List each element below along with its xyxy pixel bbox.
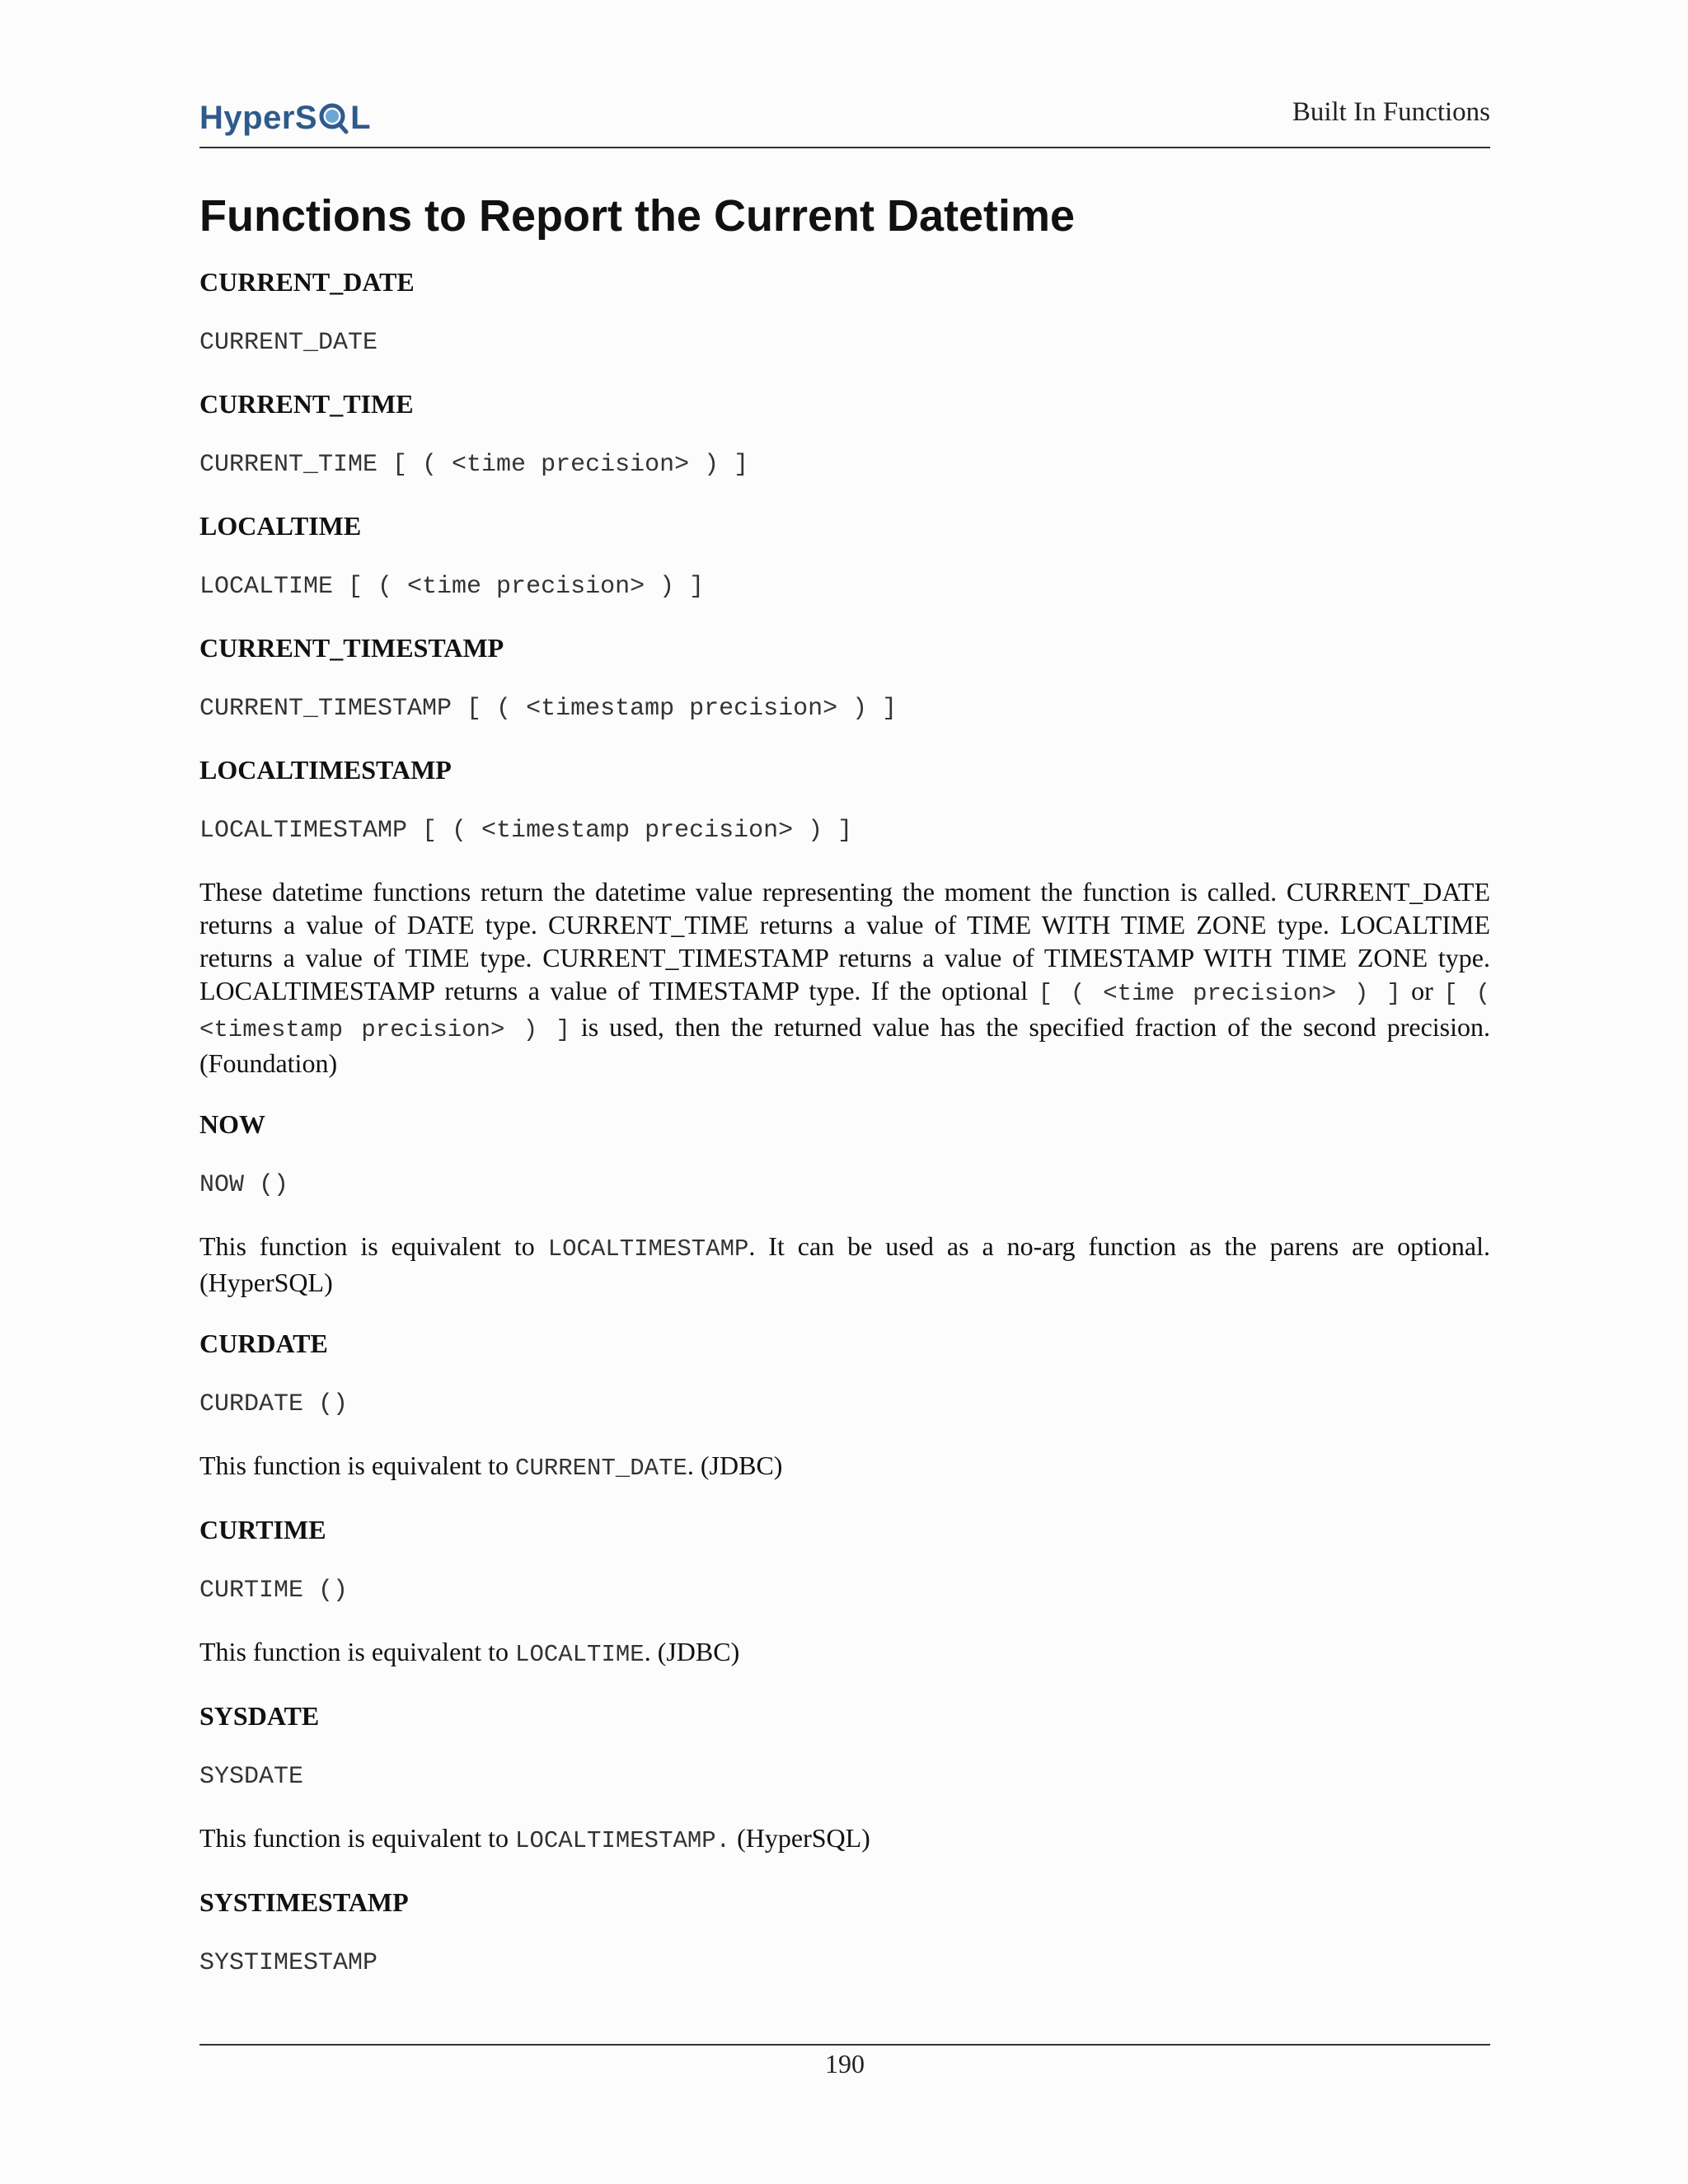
now-desc-post: . It can be used as a no-arg function as the parens are optional. (HyperSQL)	[199, 1231, 1491, 1297]
syntax-now: NOW ()	[199, 1171, 289, 1199]
footer-divider	[199, 2044, 1490, 2046]
syntax-localtime: LOCALTIME [ ( <time precision> ) ]	[199, 573, 705, 601]
term-current-timestamp: CURRENT_TIMESTAMP	[199, 633, 504, 663]
curdate-desc-pre: This function is equivalent to	[199, 1451, 516, 1480]
desc-text-2: or	[1400, 976, 1444, 1005]
term-current-time: CURRENT_TIME	[199, 389, 414, 419]
curdate-desc-code: CURRENT_DATE	[515, 1455, 687, 1482]
term-curtime: CURTIME	[199, 1515, 326, 1544]
now-description	[199, 1230, 1490, 1299]
syntax-current-date: CURRENT_DATE	[199, 329, 378, 357]
desc-code-time-precision: [ ( <time precision> ) ]	[1038, 980, 1401, 1007]
page-number: 190	[825, 2049, 865, 2079]
logo-text-part2: L	[350, 99, 371, 136]
syntax-sysdate: SYSDATE	[199, 1763, 304, 1791]
curtime-desc-pre: This function is equivalent to	[199, 1637, 516, 1666]
hypersql-logo	[199, 97, 371, 138]
sysdate-desc-pre: This function is equivalent to	[199, 1823, 516, 1853]
syntax-curdate: CURDATE ()	[199, 1390, 349, 1418]
curdate-description	[199, 1449, 1490, 1485]
curtime-description	[199, 1635, 1490, 1671]
term-now: NOW	[199, 1109, 265, 1139]
document-page	[199, 0, 1490, 2184]
logo-text-part1: HyperS	[199, 99, 318, 136]
term-systimestamp: SYSTIMESTAMP	[199, 1887, 409, 1917]
desc-text-1: These datetime functions return the datetime value representing the moment the function is called. CURRENT_DATE returns a value of DATE type. CURRENT_TIME returns a value of TIME WITH TIME ZONE type. LOCALTIME returns a value of TIME type. CURRENT_TIMESTAMP returns a value of TIMESTAMP WITH TIME ZONE type. LOCALTIMESTAMP returns a value of TIMESTAMP type. If the optional	[199, 877, 1490, 1005]
curtime-desc-post: . (JDBC)	[644, 1637, 740, 1666]
page-header	[199, 92, 1490, 148]
syntax-localtimestamp: LOCALTIMESTAMP [ ( <timestamp precision> ) ]	[199, 817, 853, 845]
term-localtimestamp: LOCALTIMESTAMP	[199, 755, 452, 785]
running-header-title: Built In Functions	[1292, 97, 1490, 127]
curdate-desc-post: . (JDBC)	[687, 1451, 783, 1480]
syntax-curtime: CURTIME ()	[199, 1577, 349, 1605]
term-curdate: CURDATE	[199, 1329, 328, 1358]
section-title: Functions to Report the Current Datetime	[199, 191, 1076, 241]
desc-text-3: is used, then the returned value has the specified fraction of the second precision. (Foundation)	[199, 1012, 1491, 1078]
term-sysdate: SYSDATE	[199, 1701, 320, 1731]
page-content	[199, 190, 1490, 2008]
syntax-current-time: CURRENT_TIME [ ( <time precision> ) ]	[199, 451, 749, 479]
magnifier-q-icon	[318, 101, 349, 134]
sysdate-description	[199, 1821, 1490, 1858]
term-localtime: LOCALTIME	[199, 511, 362, 541]
syntax-systimestamp: SYSTIMESTAMP	[199, 1949, 378, 1977]
now-desc-pre: This function is equivalent to	[199, 1231, 548, 1261]
term-current-date: CURRENT_DATE	[199, 267, 415, 297]
curtime-desc-code: LOCALTIME	[515, 1641, 645, 1668]
syntax-current-timestamp: CURRENT_TIMESTAMP [ ( <timestamp precision> ) ]	[199, 695, 898, 723]
desc-code-timestamp-precision: [ ( <timestamp precision> ) ]	[199, 980, 1491, 1043]
datetime-description	[199, 875, 1490, 1080]
sysdate-desc-code: LOCALTIMESTAMP.	[515, 1827, 731, 1854]
sysdate-desc-post: (HyperSQL)	[730, 1823, 870, 1853]
now-desc-code: LOCALTIMESTAMP	[547, 1235, 749, 1263]
